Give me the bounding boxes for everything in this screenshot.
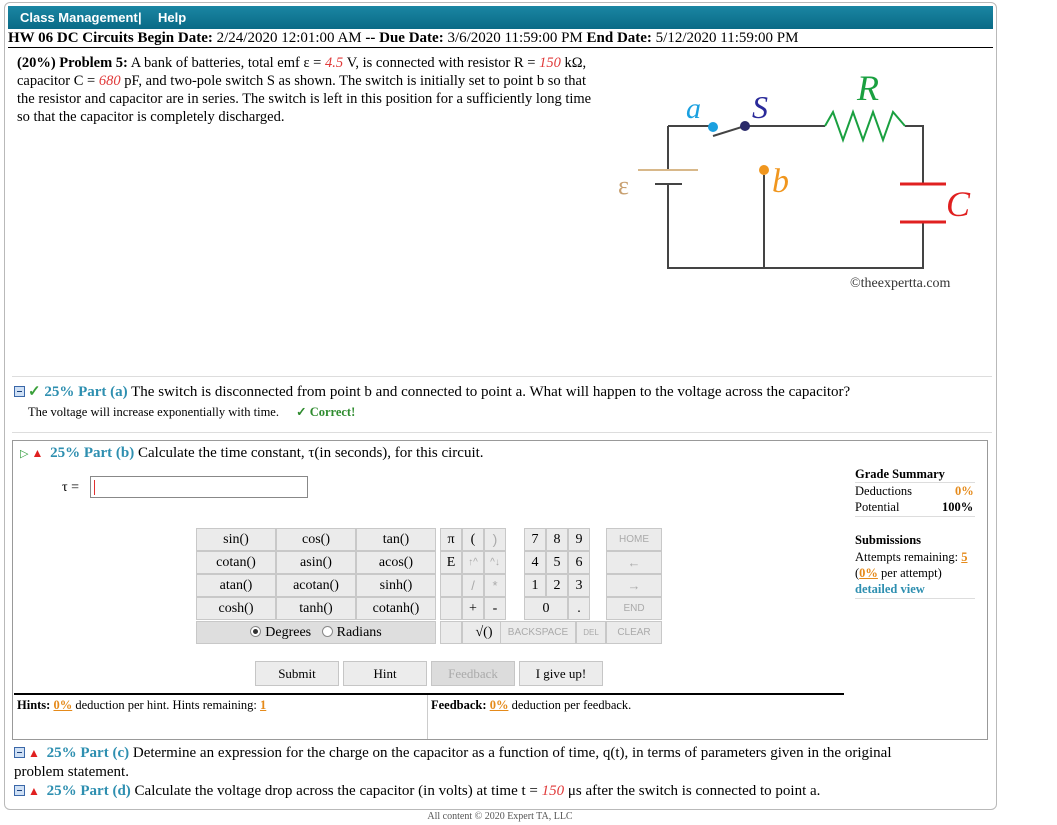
key-up[interactable]: ↑^: [462, 551, 484, 574]
end-label: End Date:: [586, 30, 652, 46]
part-a-question: The switch is disconnected from point b and connected to point a. What will happen to the voltage across the capacitor?: [131, 384, 851, 400]
key-8[interactable]: 8: [546, 528, 568, 551]
label-a: a: [686, 92, 701, 125]
hints-pct: 0%: [53, 698, 73, 712]
watermark: ©theexpertta.com: [850, 276, 951, 291]
deductions-value: 0%: [955, 484, 974, 498]
grade-summary-title: Grade Summary: [855, 467, 945, 481]
key-tanh[interactable]: tanh(): [276, 597, 356, 620]
key-dot[interactable]: .: [568, 597, 590, 620]
menu-separator: |: [138, 10, 142, 25]
part-c-row-2: problem statement.: [14, 764, 129, 780]
problem-title: Problem 5:: [59, 55, 128, 71]
answer-input[interactable]: [90, 476, 308, 498]
hint-divider: [14, 693, 844, 695]
resistor: [825, 112, 905, 140]
feedback-button[interactable]: Feedback: [431, 661, 515, 686]
key-6[interactable]: 6: [568, 551, 590, 574]
per-attempt-pct: 0%: [859, 566, 878, 580]
hint-feedback-divider: [427, 695, 428, 739]
problem-weight: (20%): [17, 55, 56, 71]
part-d-question-end: μs after the switch is connected to point a.: [564, 783, 821, 799]
label-s: S: [752, 89, 768, 125]
deductions-label: Deductions: [855, 484, 912, 498]
give-up-button[interactable]: I give up!: [519, 661, 603, 686]
key-multiply[interactable]: *: [484, 574, 506, 597]
problem-text: A bank of batteries, total emf ε =: [130, 55, 325, 71]
key-rparen[interactable]: ): [484, 528, 506, 551]
key-2[interactable]: 2: [546, 574, 568, 597]
dash: --: [365, 30, 376, 46]
submissions-title: Submissions: [855, 533, 922, 547]
radians-label: Radians: [336, 625, 382, 640]
hints-remaining: 1: [260, 698, 267, 712]
potential-value: 100%: [942, 500, 974, 514]
part-a-answer-row: [28, 404, 355, 420]
key-tan[interactable]: tan(): [356, 528, 436, 551]
part-d-question: Calculate the voltage drop across the capacitor (in volts) at time t =: [134, 783, 542, 799]
key-blank: [440, 597, 462, 620]
warning-icon: ▲: [28, 746, 40, 760]
key-acos[interactable]: acos(): [356, 551, 436, 574]
due-label: Due Date:: [379, 30, 444, 46]
tau-label: τ =: [62, 480, 80, 495]
key-pi[interactable]: π: [440, 528, 462, 551]
key-minus[interactable]: -: [484, 597, 506, 620]
part-d-row: [14, 783, 820, 800]
part-b-row: [20, 445, 484, 462]
part-a-row: [14, 382, 850, 401]
hints-info: [17, 698, 266, 713]
key-down[interactable]: ^↓: [484, 551, 506, 574]
attempts-label: Attempts remaining:: [855, 550, 959, 564]
part-d-label: 25% Part (d): [46, 783, 131, 799]
submit-button[interactable]: Submit: [255, 661, 339, 686]
detailed-view-link[interactable]: detailed view: [855, 582, 925, 596]
part-c-row: [14, 745, 891, 762]
potential-label: Potential: [855, 500, 900, 514]
label-emf: ε: [618, 171, 629, 200]
warning-icon: ▲: [31, 446, 44, 460]
key-del[interactable]: DEL: [576, 621, 606, 644]
grade-divider: [855, 516, 975, 517]
header-divider: [8, 47, 993, 48]
key-cotanh[interactable]: cotanh(): [356, 597, 436, 620]
key-cotan[interactable]: cotan(): [196, 551, 276, 574]
collapse-icon[interactable]: [14, 785, 25, 796]
key-right[interactable]: →: [606, 574, 662, 597]
problem-text: V, is connected with resistor R =: [343, 55, 540, 71]
assignment-name: HW 06 DC Circuits: [8, 30, 134, 46]
feedback-label: Feedback:: [431, 698, 487, 712]
input-caret: [94, 480, 95, 495]
per-attempt-row: (0% per attempt): [855, 566, 942, 580]
emf-value: 4.5: [324, 55, 344, 71]
warning-icon: ▲: [28, 784, 40, 798]
part-a-label: 25% Part (a): [44, 384, 128, 400]
resistance-value: 150: [539, 55, 561, 71]
circuit-diagram: [600, 60, 990, 300]
class-management-link[interactable]: Class Management: [20, 10, 138, 25]
problem-text: kΩ, capacitor C =: [17, 55, 587, 89]
part-b-label: 25% Part (b): [50, 445, 135, 461]
assignment-header: [8, 30, 993, 47]
label-c: C: [946, 184, 971, 224]
part-c-question: Determine an expression for the charge on the capacitor as a function of time, q(t), in terms of parameters given in the original: [132, 745, 892, 761]
key-4[interactable]: 4: [524, 551, 546, 574]
key-left[interactable]: ←: [606, 551, 662, 574]
key-sqrt[interactable]: √(): [462, 621, 506, 644]
part-b-question: Calculate the time constant, τ(in seconds), for this circuit.: [138, 445, 484, 461]
capacitance-value: 680: [98, 73, 121, 89]
key-backspace[interactable]: BACKSPACE: [500, 621, 576, 644]
divider: [12, 432, 992, 433]
key-9[interactable]: 9: [568, 528, 590, 551]
hints-label: Hints:: [17, 698, 51, 712]
attempts-value: 5: [961, 550, 968, 564]
key-3[interactable]: 3: [568, 574, 590, 597]
label-b: b: [772, 163, 789, 200]
key-blank: [440, 574, 462, 597]
key-blank: [440, 621, 462, 644]
time-value: 150: [541, 783, 565, 799]
key-cos[interactable]: cos(): [276, 528, 356, 551]
collapse-icon[interactable]: [14, 747, 25, 758]
key-1[interactable]: 1: [524, 574, 546, 597]
help-link[interactable]: Help: [158, 10, 187, 25]
radians-radio[interactable]: [322, 626, 333, 637]
degrees-radio[interactable]: [250, 626, 261, 637]
part-c-label: 25% Part (c): [46, 745, 130, 761]
key-sin[interactable]: sin(): [196, 528, 276, 551]
key-home[interactable]: HOME: [606, 528, 662, 551]
expand-triangle-icon[interactable]: ▷: [20, 448, 29, 460]
key-5[interactable]: 5: [546, 551, 568, 574]
key-acotan[interactable]: acotan(): [276, 574, 356, 597]
begin-date: 2/24/2020 12:01:00 AM: [216, 30, 362, 46]
label-r: R: [857, 68, 879, 108]
problem-statement: [17, 54, 607, 126]
per-attempt-text: per attempt): [881, 566, 942, 580]
key-clear[interactable]: CLEAR: [606, 621, 662, 644]
key-lparen[interactable]: (: [462, 528, 484, 551]
key-e[interactable]: E: [440, 551, 462, 574]
key-sinh[interactable]: sinh(): [356, 574, 436, 597]
key-7[interactable]: 7: [524, 528, 546, 551]
grade-divider: [855, 598, 975, 599]
feedback-pct: 0%: [489, 698, 509, 712]
begin-label: Begin Date:: [137, 30, 213, 46]
point-a-dot: [708, 122, 718, 132]
key-end[interactable]: END: [606, 597, 662, 620]
switch-pivot: [740, 121, 750, 131]
part-a-answer: The voltage will increase exponentially with time.: [28, 405, 279, 419]
grade-divider: [855, 482, 975, 483]
key-atan[interactable]: atan(): [196, 574, 276, 597]
feedback-info: [431, 698, 631, 713]
angle-mode-row: [196, 621, 436, 644]
hints-text: deduction per hint. Hints remaining:: [75, 698, 257, 712]
end-date: 5/12/2020 11:59:00 PM: [655, 30, 799, 46]
degrees-label: Degrees: [265, 625, 312, 640]
key-plus[interactable]: +: [462, 597, 484, 620]
checkmark-icon: ✓: [28, 384, 41, 400]
footer-copyright: All content © 2020 Expert TA, LLC: [427, 811, 573, 822]
problem-text: pF, and two-pole switch S as shown. The switch is initially set to point b so that the resistor and capacitor are in series. The switch is left in this position for a sufficiently long time so that the capacitor is completely discharged.: [17, 73, 592, 125]
key-0[interactable]: 0: [524, 597, 568, 620]
due-date: 3/6/2020 11:59:00 PM: [447, 30, 583, 46]
point-b-dot: [759, 165, 769, 175]
feedback-text: deduction per feedback.: [511, 698, 632, 712]
key-divide[interactable]: /: [462, 574, 484, 597]
correct-badge: ✓ Correct!: [296, 405, 356, 419]
hint-button[interactable]: Hint: [343, 661, 427, 686]
collapse-icon[interactable]: [14, 386, 25, 397]
key-cosh[interactable]: cosh(): [196, 597, 276, 620]
top-menu-bar: [8, 6, 993, 29]
divider: [12, 376, 992, 377]
key-asin[interactable]: asin(): [276, 551, 356, 574]
attempts-row: [855, 550, 967, 565]
